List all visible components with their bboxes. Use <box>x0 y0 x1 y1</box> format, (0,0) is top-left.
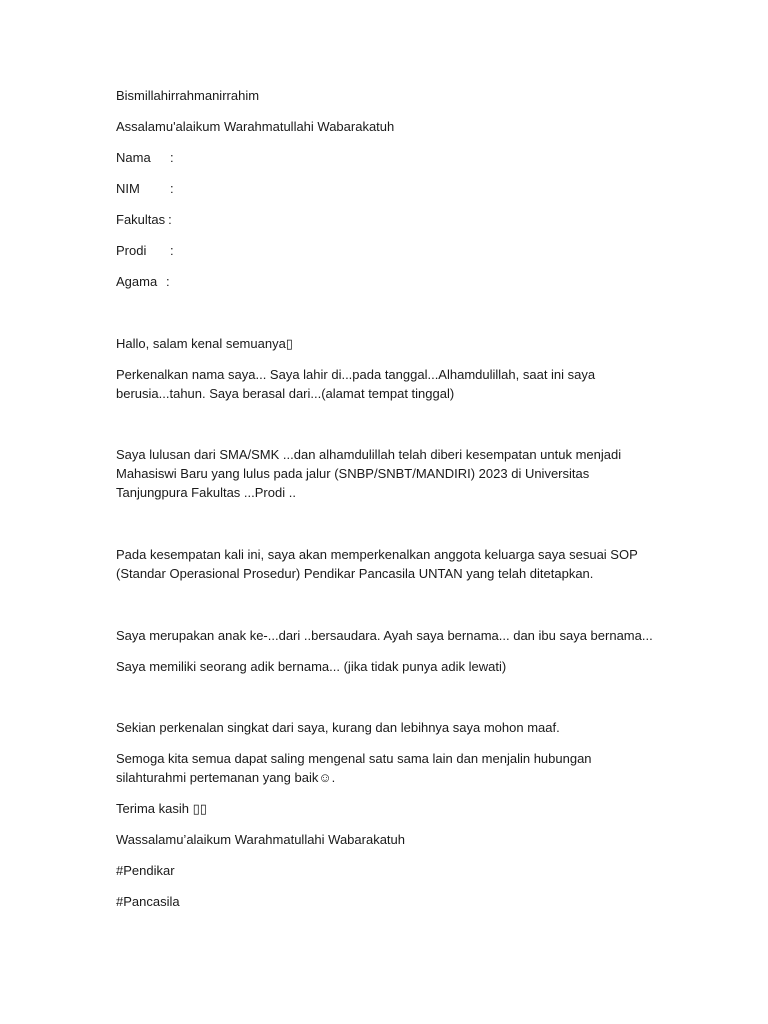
form-label-agama: Agama <box>116 274 158 289</box>
form-colon-prodi: : <box>170 243 174 258</box>
intro-line-2: berusia...tahun. Saya berasal dari...(alamat tempat tinggal) <box>116 386 455 401</box>
school-line-2: Mahasiswi Baru yang lulus pada jalur (SNBP/SNBT/MANDIRI) 2023 di Universitas <box>116 466 590 481</box>
form-row-nim <box>116 179 174 199</box>
form-label-nama: Nama <box>116 150 151 165</box>
school-line-3: Tanjungpura Fakultas ...Prodi .. <box>116 485 296 500</box>
family-intro-line-1: Pada kesempatan kali ini, saya akan memperkenalkan anggota keluarga saya sesuai SOP <box>116 547 638 562</box>
form-colon-agama: : <box>166 274 170 289</box>
form-row-nama <box>116 148 174 168</box>
greeting-line: Hallo, salam kenal semuanya▯ <box>116 336 293 351</box>
form-row-agama <box>116 272 170 292</box>
salam-line: Assalamu'alaikum Warahmatullahi Wabarakatuh <box>116 119 395 134</box>
closing-line-2b: silahturahmi pertemanan yang baik☺. <box>116 770 336 785</box>
form-label-nim: NIM <box>116 181 140 196</box>
form-label-fakultas: Fakultas <box>116 212 166 227</box>
intro-line-1: Perkenalkan nama saya... Saya lahir di...pada tanggal...Alhamdulillah, saat ini saya <box>116 367 596 382</box>
hashtag-pancasila: #Pancasila <box>116 894 180 909</box>
form-row-prodi <box>116 241 174 261</box>
form-colon-nim: : <box>170 181 174 196</box>
form-row-fakultas <box>116 210 172 230</box>
bismillah-line: Bismillahirrahmanirrahim <box>116 88 260 103</box>
hashtag-pendikar: #Pendikar <box>116 863 175 878</box>
form-colon-fakultas: : <box>168 212 172 227</box>
school-line-1: Saya lulusan dari SMA/SMK ...dan alhamdulillah telah diberi kesempatan untuk menjadi <box>116 447 622 462</box>
closing-line-2a: Semoga kita semua dapat saling mengenal satu sama lain dan menjalin hubungan <box>116 751 592 766</box>
form-label-prodi: Prodi <box>116 243 147 258</box>
family-line-1: Saya merupakan anak ke-...dari ..bersaudara. Ayah saya bernama... dan ibu saya bernama... <box>116 628 653 643</box>
family-line-2: Saya memiliki seorang adik bernama... (jika tidak punya adik lewati) <box>116 659 507 674</box>
closing-line-1: Sekian perkenalan singkat dari saya, kurang dan lebihnya saya mohon maaf. <box>116 720 560 735</box>
form-colon-nama: : <box>170 150 174 165</box>
thanks-line: Terima kasih ▯▯ <box>116 801 207 816</box>
family-intro-line-2: (Standar Operasional Prosedur) Pendikar Pancasila UNTAN yang telah ditetapkan. <box>116 566 594 581</box>
wassalam-line: Wassalamu’alaikum Warahmatullahi Wabarakatuh <box>116 832 406 847</box>
